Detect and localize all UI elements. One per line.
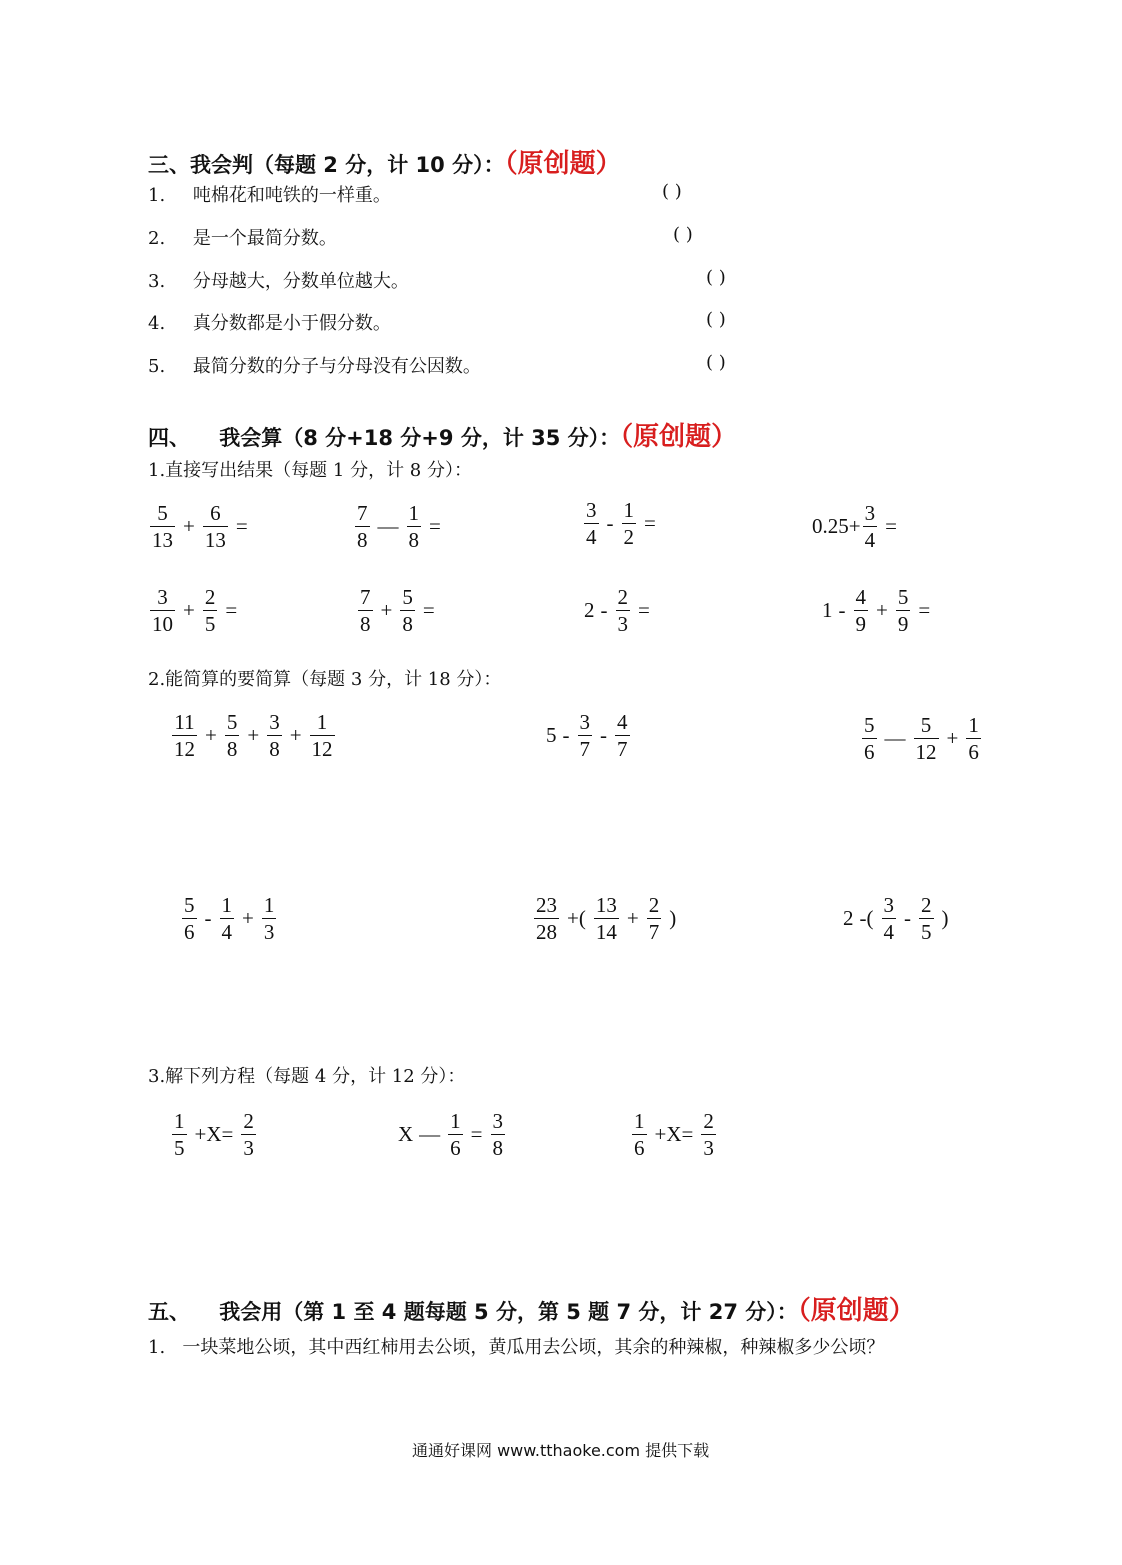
- operator: =: [885, 514, 897, 538]
- item-text: 吨棉花和吨铁的一样重。: [192, 185, 391, 206]
- denominator: 6: [968, 740, 979, 764]
- denominator: 13: [152, 528, 173, 552]
- operator: -: [600, 598, 608, 622]
- operator: —: [377, 514, 399, 538]
- calc-expr: [148, 500, 254, 553]
- numerator: 5: [226, 710, 238, 734]
- numerator: 1: [450, 1109, 461, 1133]
- calc-expr: [148, 584, 243, 637]
- answer-paren[interactable]: ( ): [706, 309, 726, 330]
- answer-paren[interactable]: ( ): [706, 352, 726, 373]
- numerator: 3: [269, 710, 280, 734]
- calc-expr: [812, 500, 903, 553]
- part1-heading: 1.直接写出结果（每题 1 分，计 8 分）：: [148, 460, 472, 481]
- calc-expr: [356, 584, 441, 637]
- numerator: 3: [864, 501, 876, 525]
- operator: ): [941, 906, 949, 930]
- denominator: 4: [864, 528, 876, 552]
- section5-title: [148, 1290, 915, 1327]
- fraction: [448, 1108, 463, 1161]
- numerator: 2: [648, 893, 660, 917]
- operator: =: [422, 598, 435, 622]
- denominator: 7: [648, 920, 660, 944]
- numerator: 2: [617, 585, 628, 609]
- fraction: [701, 1108, 716, 1161]
- operator: -: [904, 906, 911, 930]
- denominator: 4: [586, 525, 597, 549]
- fraction: [854, 584, 869, 637]
- fraction: [896, 584, 911, 637]
- operator: +(: [567, 906, 586, 930]
- section4-title: [148, 416, 737, 453]
- fraction: [863, 500, 878, 553]
- item-text: 分母越大，分数单位越大。: [192, 271, 409, 292]
- denominator: 3: [263, 920, 275, 944]
- calc-expr: [843, 892, 955, 945]
- section4-title-text: 四、 我会算（8 分+18 分+9 分，计 35 分）：: [148, 426, 621, 450]
- section3-title: [148, 143, 622, 180]
- fraction: [220, 892, 235, 945]
- numerator: 1: [174, 1109, 185, 1133]
- section5-title-text: 五、 我会用（第 1 至 4 题每题 5 分，第 5 题 7 分，计 27 分）：: [148, 1300, 798, 1324]
- equation: [398, 1108, 507, 1161]
- operator: +: [946, 726, 959, 750]
- calc-expr: [353, 500, 447, 553]
- denominator: 6: [634, 1136, 645, 1160]
- numerator: 6: [210, 501, 221, 525]
- operator: =: [644, 511, 656, 535]
- fraction: [407, 500, 422, 553]
- denominator: 12: [915, 740, 937, 764]
- fraction: [400, 584, 415, 637]
- denominator: 28: [536, 920, 557, 944]
- operator: =: [429, 514, 441, 538]
- answer-paren[interactable]: ( ): [706, 267, 726, 288]
- denominator: 8: [269, 737, 280, 761]
- calc-expr: [546, 709, 632, 762]
- numerator: 1: [263, 893, 275, 917]
- answer-paren[interactable]: ( ): [662, 181, 682, 202]
- fraction: [203, 584, 218, 637]
- calc-expr: [860, 712, 983, 765]
- denominator: 13: [204, 528, 226, 552]
- numerator: 1: [408, 501, 419, 525]
- item-text: 真分数都是小于假分数。: [192, 313, 391, 334]
- term: 2: [584, 598, 595, 622]
- denominator: 12: [311, 737, 333, 761]
- fraction: [622, 497, 637, 550]
- numerator: 5: [402, 585, 413, 609]
- fraction: [919, 892, 934, 945]
- numerator: 4: [855, 585, 866, 609]
- numerator: 1: [968, 713, 979, 737]
- footer-credit: 通通好课网 www.tthaoke.com 提供下载: [412, 1441, 710, 1460]
- denominator: 8: [492, 1136, 504, 1160]
- term: 5: [546, 723, 557, 747]
- denominator: 8: [402, 612, 413, 636]
- operator: =: [918, 598, 931, 622]
- fraction: [578, 709, 593, 762]
- operator: +: [183, 598, 195, 622]
- fraction: [267, 709, 282, 762]
- numerator: 13: [595, 893, 617, 917]
- operator: +: [876, 598, 888, 622]
- denominator: 8: [360, 612, 371, 636]
- operator: =: [225, 598, 238, 622]
- numerator: 2: [243, 1109, 254, 1133]
- operator: +: [626, 906, 639, 930]
- denominator: 9: [855, 612, 866, 636]
- operator: =: [235, 514, 248, 538]
- fraction: [150, 500, 175, 553]
- fraction: [616, 584, 631, 637]
- numerator: 2: [703, 1109, 714, 1133]
- numerator: 11: [174, 710, 195, 734]
- numerator: 1: [634, 1109, 645, 1133]
- operator: -: [606, 511, 614, 535]
- item-number: 3.: [148, 271, 166, 292]
- denominator: 8: [357, 528, 368, 552]
- term: 0.25+: [812, 514, 861, 538]
- numerator: 1: [316, 710, 328, 734]
- denominator: 7: [617, 737, 628, 761]
- item-text: 是一个最简分数。: [192, 228, 337, 249]
- calc-expr: [822, 584, 936, 637]
- operator: -: [838, 598, 846, 622]
- denominator: 3: [617, 612, 628, 636]
- denominator: 5: [174, 1136, 185, 1160]
- operator: -: [562, 723, 570, 747]
- fraction: [182, 892, 197, 945]
- fraction: [310, 709, 335, 762]
- section5-tag: （原创题）: [797, 1296, 915, 1326]
- fraction: [491, 1108, 506, 1161]
- fraction: [584, 497, 599, 550]
- numerator: 5: [184, 893, 195, 917]
- fraction: [172, 709, 197, 762]
- denominator: 9: [897, 612, 909, 636]
- equation: [170, 1108, 258, 1161]
- denominator: 6: [450, 1136, 461, 1160]
- term: 1: [822, 598, 833, 622]
- operator: -: [204, 906, 212, 930]
- fraction: [615, 709, 630, 762]
- numerator: 1: [623, 498, 634, 522]
- operator: -: [600, 723, 607, 747]
- judge-item-4: [148, 309, 391, 335]
- operator: —: [419, 1122, 441, 1146]
- term: X: [398, 1122, 414, 1146]
- judge-item-3: [148, 267, 409, 293]
- fraction: [534, 892, 559, 945]
- judge-item-5: [148, 352, 481, 378]
- fraction: [262, 892, 277, 945]
- denominator: 6: [184, 920, 195, 944]
- fraction: [632, 1108, 647, 1161]
- numerator: 5: [920, 713, 932, 737]
- calc-expr: [582, 497, 662, 550]
- denominator: 7: [579, 737, 590, 761]
- operator: +: [289, 723, 302, 747]
- denominator: 4: [221, 920, 232, 944]
- numerator: 2: [921, 893, 932, 917]
- operator: =: [470, 1122, 483, 1146]
- numerator: 7: [360, 585, 371, 609]
- operator: +: [183, 514, 195, 538]
- fraction: [882, 892, 897, 945]
- denominator: 10: [152, 612, 173, 636]
- operator: +X=: [654, 1122, 694, 1146]
- calc-expr: [532, 892, 682, 945]
- judge-item-1: [148, 181, 391, 207]
- numerator: 5: [897, 585, 909, 609]
- operator: =: [638, 598, 650, 622]
- calc-expr: [170, 709, 337, 762]
- equation: [630, 1108, 718, 1161]
- fraction: [647, 892, 662, 945]
- denominator: 12: [174, 737, 195, 761]
- numerator: 3: [157, 585, 168, 609]
- fraction: [150, 584, 175, 637]
- numerator: 3: [579, 710, 590, 734]
- answer-paren[interactable]: ( ): [673, 224, 693, 245]
- numerator: 3: [586, 498, 597, 522]
- calc-expr: [180, 892, 278, 945]
- fraction: [241, 1108, 256, 1161]
- application-question-1: 1. 一块菜地公顷，其中西红柿用去公顷，黄瓜用去公顷，其余的种辣椒，种辣椒多少公顷？: [148, 1337, 885, 1358]
- fraction: [203, 500, 228, 553]
- numerator: 7: [357, 501, 368, 525]
- denominator: 3: [243, 1136, 254, 1160]
- denominator: 6: [864, 740, 875, 764]
- operator: +: [380, 598, 393, 622]
- calc-expr: [584, 584, 656, 637]
- operator: ): [669, 906, 677, 930]
- denominator: 8: [226, 737, 238, 761]
- item-number: 1.: [148, 185, 166, 206]
- part3-heading: 3.解下列方程（每题 4 分，计 12 分）：: [148, 1066, 466, 1087]
- fraction: [355, 500, 370, 553]
- fraction: [966, 712, 981, 765]
- numerator: 3: [492, 1109, 504, 1133]
- numerator: 5: [157, 501, 168, 525]
- denominator: 5: [921, 920, 932, 944]
- numerator: 23: [536, 893, 557, 917]
- operator: -(: [859, 906, 874, 930]
- operator: +X=: [194, 1122, 234, 1146]
- denominator: 3: [703, 1136, 714, 1160]
- fraction: [225, 709, 240, 762]
- fraction: [358, 584, 373, 637]
- fraction: [594, 892, 619, 945]
- denominator: 8: [408, 528, 419, 552]
- numerator: 4: [617, 710, 628, 734]
- section3-title-text: 三、我会判（每题 2 分，计 10 分）：: [148, 153, 505, 177]
- judge-item-2: [148, 224, 337, 250]
- item-text: 最简分数的分子与分母没有公因数。: [192, 356, 481, 377]
- denominator: 14: [595, 920, 617, 944]
- fraction: [172, 1108, 187, 1161]
- denominator: 4: [883, 920, 894, 944]
- section3-tag: （原创题）: [504, 149, 622, 179]
- numerator: 2: [204, 585, 216, 609]
- operator: —: [884, 726, 906, 750]
- item-number: 2.: [148, 228, 166, 249]
- item-number: 4.: [148, 313, 166, 334]
- fraction: [914, 712, 939, 765]
- operator: +: [242, 906, 254, 930]
- part2-heading: 2.能简算的要简算（每题 3 分，计 18 分）：: [148, 669, 502, 690]
- item-number: 5.: [148, 356, 166, 377]
- section4-tag: （原创题）: [620, 422, 738, 452]
- numerator: 3: [883, 893, 894, 917]
- denominator: 2: [623, 525, 634, 549]
- fraction: [862, 712, 877, 765]
- term: 2: [843, 906, 854, 930]
- operator: +: [247, 723, 260, 747]
- numerator: 5: [864, 713, 875, 737]
- denominator: 5: [204, 612, 216, 636]
- operator: +: [205, 723, 217, 747]
- numerator: 1: [221, 893, 232, 917]
